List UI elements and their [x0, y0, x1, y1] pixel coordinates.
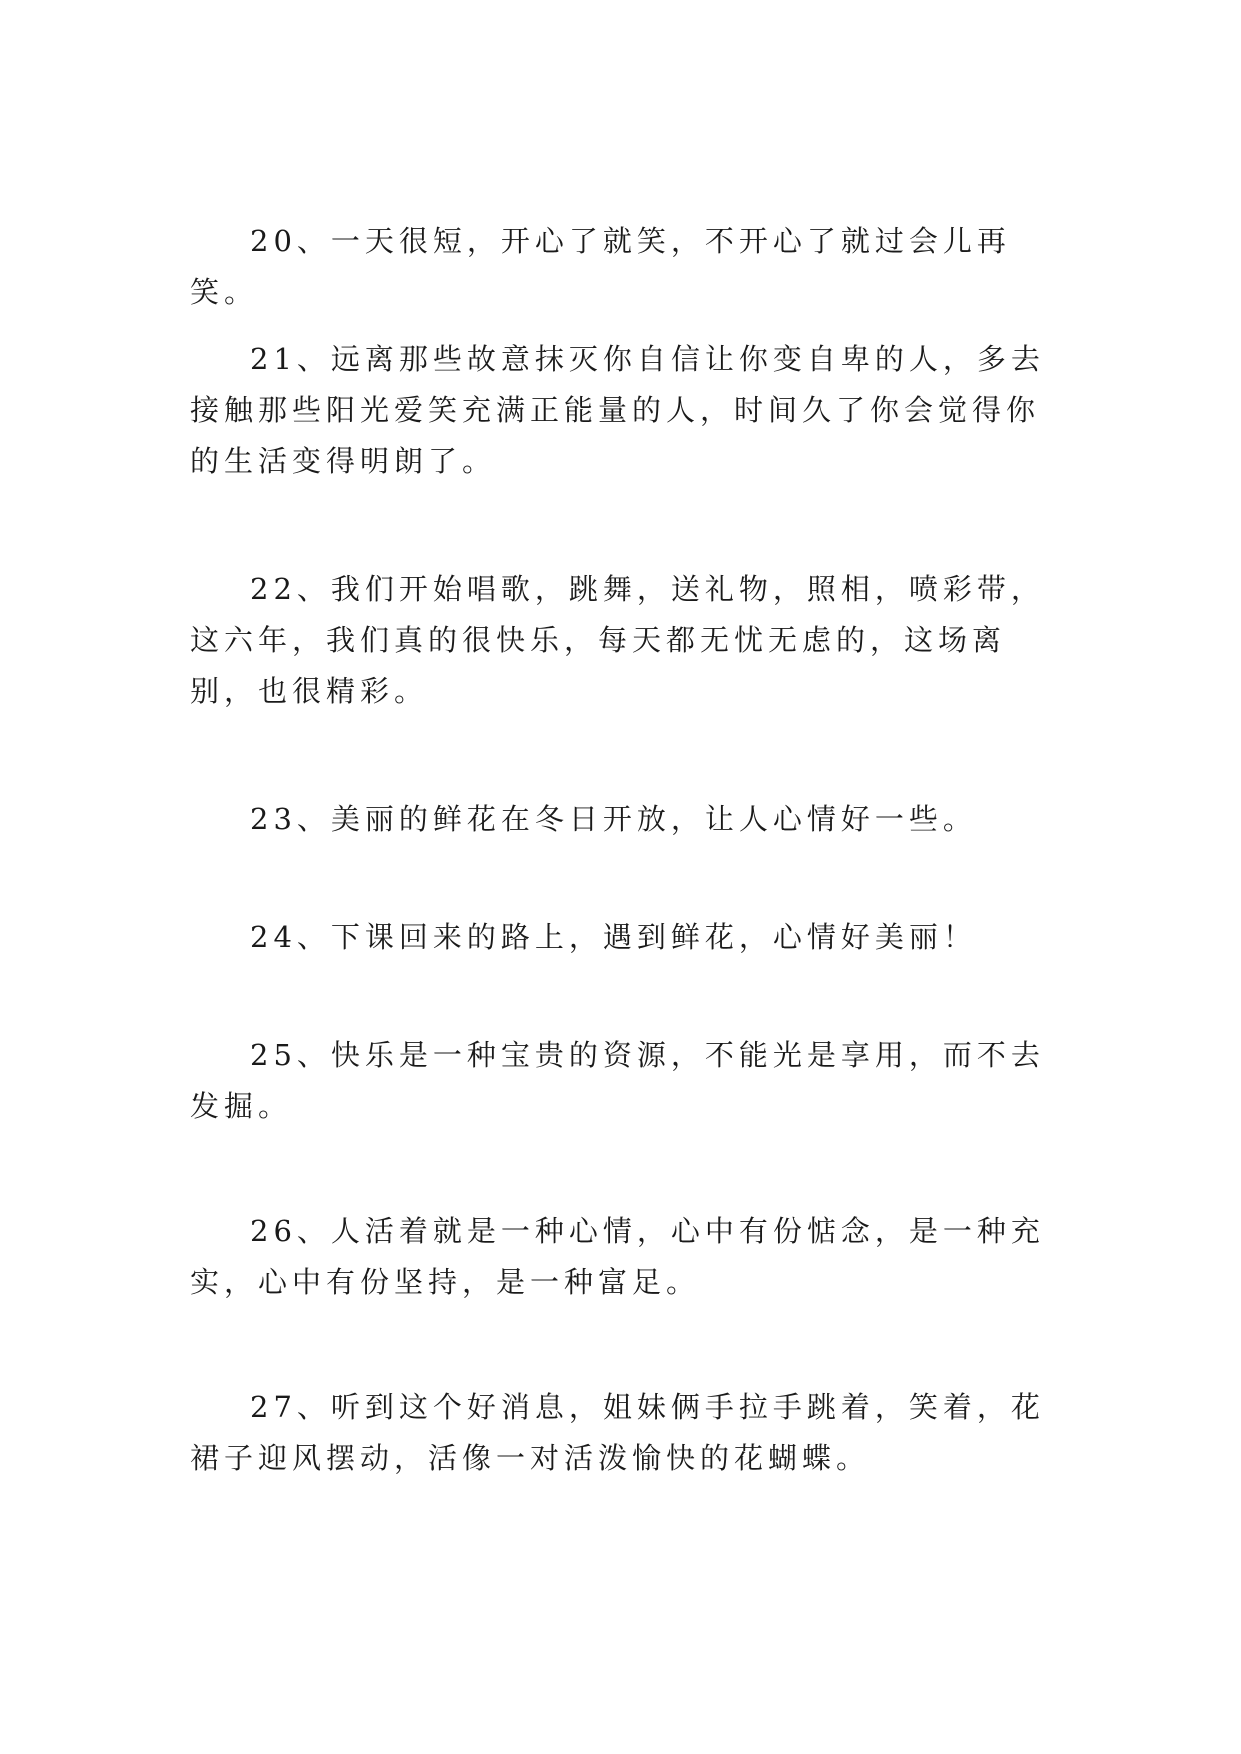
paragraph-25: 25、快乐是一种宝贵的资源，不能光是享用，而不去发掘。: [190, 1038, 1045, 1123]
paragraph-22: 22、我们开始唱歌，跳舞，送礼物，照相，喷彩带，这六年，我们真的很快乐，每天都无忧无虑的，这场离别，也很精彩。: [190, 572, 1045, 708]
paragraph-23: 23、美丽的鲜花在冬日开放，让人心情好一些。: [250, 802, 977, 836]
paragraph-27: 27、听到这个好消息，姐妹俩手拉手跳着，笑着，花裙子迎风摆动，活像一对活泼愉快的花蝴蝶。: [190, 1390, 1045, 1475]
paragraph-21: 21、远离那些故意抹灭你自信让你变自卑的人，多去接触那些阳光爱笑充满正能量的人，时间久了你会觉得你的生活变得明朗了。: [190, 342, 1045, 478]
paragraph-26: 26、人活着就是一种心情，心中有份惦念，是一种充实，心中有份坚持，是一种富足。: [190, 1214, 1045, 1299]
paragraph-24: 24、下课回来的路上，遇到鲜花，心情好美丽！: [250, 920, 977, 954]
paragraph-20: 20、一天很短，开心了就笑，不开心了就过会儿再笑。: [190, 224, 1011, 309]
